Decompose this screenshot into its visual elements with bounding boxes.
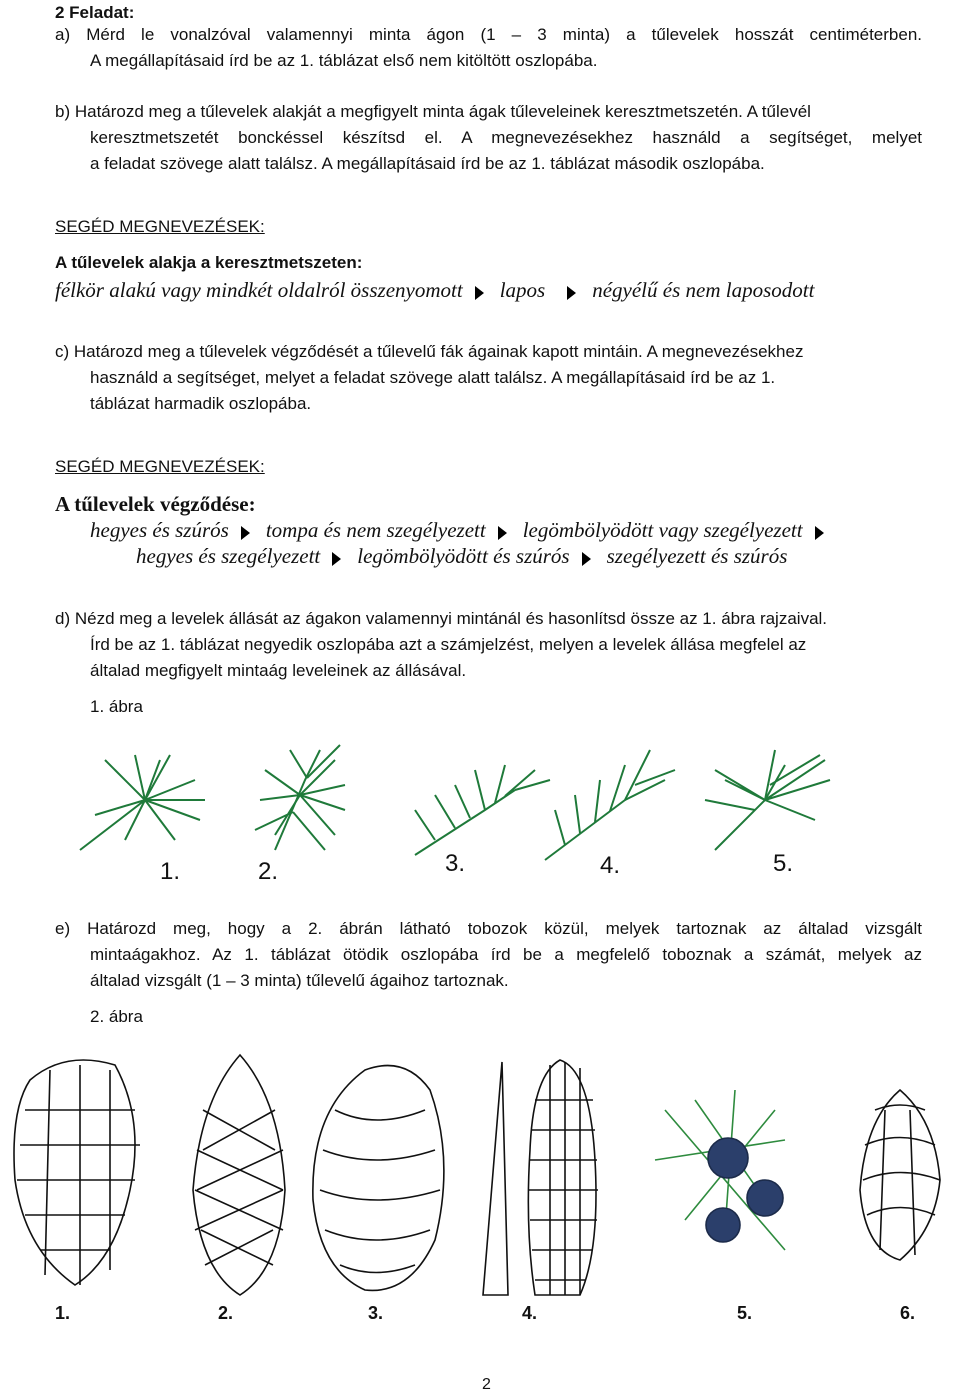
cone-1-drawing xyxy=(14,1060,140,1285)
ending-option: tompa és nem szegélyezett xyxy=(265,518,486,542)
triangle-bullet-icon xyxy=(815,526,824,540)
figure-1-label: 1. xyxy=(160,858,181,885)
task-b-line-2: keresztmetszetét bonckéssel készítsd el. A megnevezésekhez használd a segítséget, melyet xyxy=(90,128,922,147)
figure-1-label: 4. xyxy=(600,852,621,879)
figure-1-label: 3. xyxy=(445,850,466,877)
figure-2-label: 3. xyxy=(368,1303,384,1323)
figure-2-label: 2. xyxy=(218,1303,234,1323)
cone-5-drawing xyxy=(655,1090,785,1250)
cone-4a-drawing xyxy=(483,1062,508,1295)
ending-option: legömbölyödött vagy szegélyezett xyxy=(522,518,803,542)
branch-2-drawing xyxy=(255,745,345,850)
task-a-line-2: A megállapításaid írd be az 1. táblázat első nem kitöltött oszlopába. xyxy=(90,51,598,70)
shape-options xyxy=(55,275,922,307)
branch-5-drawing xyxy=(705,750,830,850)
ending-option: legömbölyödött és szúrós xyxy=(357,544,570,568)
task-a-line-1: a) Mérd le vonalzóval valamennyi minta ágon (1 – 3 minta) a tűlevelek hosszát centiméterben. xyxy=(55,25,922,44)
figure-2-cones xyxy=(5,1050,945,1300)
triangle-bullet-icon xyxy=(475,286,484,300)
figure-2-caption: 2. ábra xyxy=(90,1007,143,1026)
task-e-line-2: mintaágakhoz. Az 1. táblázat ötödik oszlopába írd be a megfelelő toboznak a számát, melyek az xyxy=(90,945,922,964)
figure-2-label: 5. xyxy=(737,1303,753,1323)
task-c-line-2: használd a segítséget, melyet a feladat szövege alatt találsz. A megállapításaid írd be az 1. xyxy=(90,368,776,387)
cone-3-drawing xyxy=(313,1066,444,1291)
page-number: 2 xyxy=(482,1376,491,1393)
helper-heading-ending: SEGÉD MEGNEVEZÉSEK: xyxy=(55,457,265,476)
ending-option: hegyes és szegélyezett xyxy=(136,544,321,568)
triangle-bullet-icon xyxy=(241,526,250,540)
task-d-line-2: Írd be az 1. táblázat negyedik oszlopába azt a számjelzést, melyen a levelek állása megfelel az xyxy=(90,635,807,654)
shape-option: félkör alakú vagy mindkét oldalról összenyomott xyxy=(55,278,463,302)
task-e-line-3: általad vizsgált (1 – 3 minta) tűlevelű ágaihoz tartoznak. xyxy=(90,971,509,990)
figure-1-caption: 1. ábra xyxy=(90,697,143,716)
triangle-bullet-icon xyxy=(582,552,591,566)
triangle-bullet-icon xyxy=(332,552,341,566)
cone-2-drawing xyxy=(193,1055,285,1295)
shape-option: lapos xyxy=(499,278,546,302)
figure-2-label: 4. xyxy=(522,1303,538,1323)
cone-4b-drawing xyxy=(528,1060,598,1295)
task-title: 2 Feladat: xyxy=(55,3,135,22)
branch-3-drawing xyxy=(415,765,550,855)
branch-4-drawing xyxy=(545,750,675,860)
task-c-line-1: c) Határozd meg a tűlevelek végződését a tűlevelű fák ágainak kapott mintáin. A megnevezésekhez xyxy=(55,342,804,361)
task-b-line-1: b) Határozd meg a tűlevelek alakját a megfigyelt minta ágak tűleveleinek keresztmetszetén. A tűlevél xyxy=(55,102,811,121)
figure-1-label: 2. xyxy=(258,858,279,885)
shape-option: négyélű és nem laposodott xyxy=(592,278,815,302)
ending-option: szegélyezett és szúrós xyxy=(606,544,788,568)
task-b-line-3: a feladat szövege alatt találsz. A megállapításaid írd be az 1. táblázat második oszlopába. xyxy=(90,154,765,173)
figure-2-label: 1. xyxy=(55,1303,71,1323)
triangle-bullet-icon xyxy=(498,526,507,540)
task-d-line-1: d) Nézd meg a levelek állását az ágakon valamennyi mintánál és hasonlítsd össze az 1. ábra rajzaival. xyxy=(55,609,828,628)
ending-option: hegyes és szúrós xyxy=(90,518,229,542)
figure-2-label: 6. xyxy=(900,1303,916,1323)
helper-subheading-shape: A tűlevelek alakja a keresztmetszeten: xyxy=(55,253,363,272)
figure-1-branches xyxy=(75,740,875,890)
task-e-line-1: e) Határozd meg, hogy a 2. ábrán látható tobozok közül, melyek tartoznak az általad vizsgált xyxy=(55,919,922,938)
triangle-bullet-icon xyxy=(567,286,576,300)
task-c-line-3: táblázat harmadik oszlopába. xyxy=(90,394,312,413)
helper-subheading-ending: A tűlevelek végződése: xyxy=(55,492,256,516)
ending-options-row-2 xyxy=(136,542,922,572)
helper-heading-shape: SEGÉD MEGNEVEZÉSEK: xyxy=(55,217,265,236)
cone-6-drawing xyxy=(860,1090,940,1260)
figure-1-label: 5. xyxy=(773,850,794,877)
branch-1-drawing xyxy=(80,755,205,850)
task-d-line-3: általad megfigyelt mintaág leveleinek az állásával. xyxy=(90,661,467,680)
